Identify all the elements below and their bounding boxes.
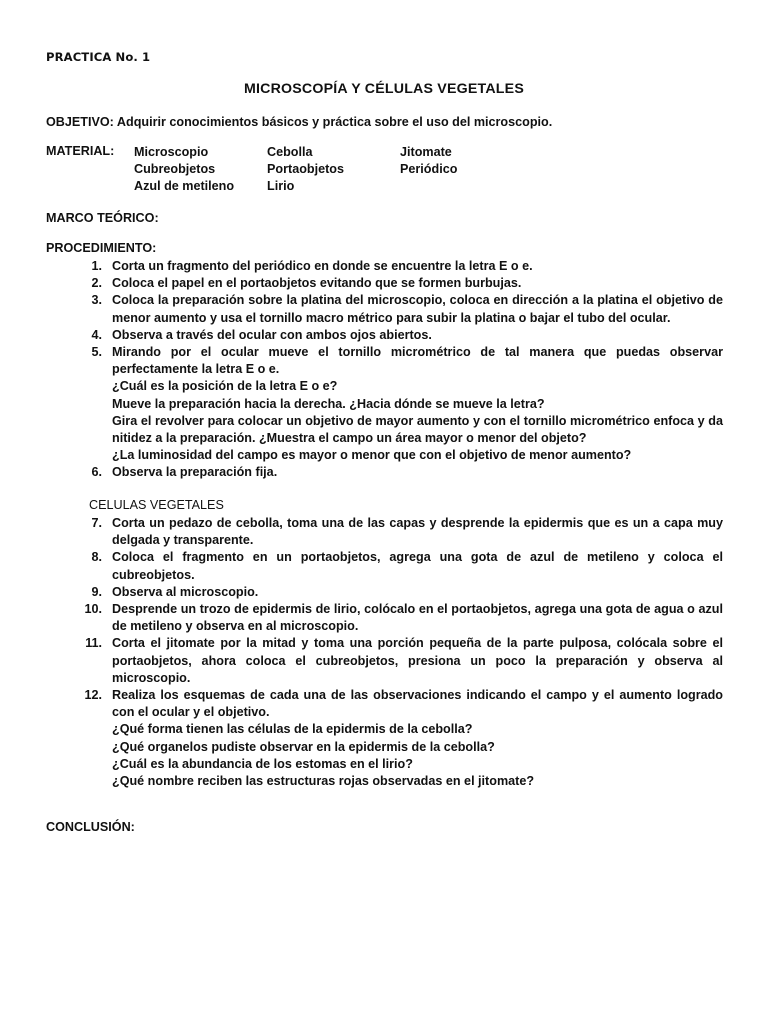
- step-text: Coloca el papel en el portaobjetos evitando que se formen burbujas.: [112, 276, 522, 291]
- step-question: ¿Qué forma tienen las células de la epidermis de la cebolla?: [112, 722, 473, 737]
- step-text: Coloca la preparación sobre la platina del microscopio, coloca en dirección a la platina el objetivo de menor aumento y usa el tornillo macro métrico para subir la platina o bajar el tubo del ocular.: [112, 293, 723, 325]
- step-text: Observa a través del ocular con ambos ojos abiertos.: [112, 327, 432, 342]
- step-number: 11.: [85, 636, 102, 651]
- step-text: Realiza los esquemas de cada una de las observaciones indicando el campo y el aumento logrado con el ocular y el objetivo.: [112, 688, 723, 720]
- material-item: Periódico: [400, 162, 458, 177]
- step-number: 9.: [91, 584, 102, 599]
- list-item: [80, 258, 723, 275]
- step-question: ¿Cuál es la posición de la letra E o e?: [112, 379, 338, 394]
- material-item: Lirio: [267, 179, 295, 194]
- material-item: Azul de metileno: [134, 179, 235, 194]
- step-number: 10.: [84, 602, 102, 617]
- list-item: [80, 601, 723, 635]
- step-text: Corta un pedazo de cebolla, toma una de las capas y desprende la epidermis que es un a capa muy delgada y transparente.: [112, 516, 723, 548]
- material-item: Cebolla: [267, 145, 313, 159]
- heading-marco-teorico: MARCO TEÓRICO:: [46, 211, 159, 225]
- materials-column-3: [400, 144, 457, 178]
- step-number: 1.: [91, 259, 102, 273]
- list-item: [80, 275, 723, 292]
- step-question: ¿Qué nombre reciben las estructuras rojas observadas en el jitomate?: [112, 774, 535, 789]
- heading-procedimiento: PROCEDIMIENTO:: [46, 241, 157, 255]
- list-item: [80, 464, 723, 481]
- list-item: [80, 292, 723, 326]
- materials-section: [46, 144, 666, 198]
- practice-label: PRACTICA No. 1: [46, 50, 151, 64]
- materials-column-2: [267, 144, 344, 196]
- step-question: ¿La luminosidad del campo es mayor o menor que con el objetivo de menor aumento?: [112, 448, 632, 463]
- objective-text: OBJETIVO: Adquirir conocimientos básicos y práctica sobre el uso del microscopio.: [46, 115, 553, 129]
- heading-celulas-vegetales: CELULAS VEGETALES: [89, 498, 224, 512]
- step-text: Observa la preparación fija.: [112, 465, 278, 480]
- list-item: [80, 635, 723, 687]
- procedure-list: [80, 258, 723, 482]
- cell-steps-list: [80, 515, 723, 790]
- list-item: [80, 515, 723, 549]
- list-item: [80, 687, 723, 790]
- list-item: [80, 584, 723, 601]
- step-question: Gira el revolver para colocar un objetivo de mayor aumento y con el tornillo micrométrico enfoca y da nitidez a la preparación. ¿Muestra el campo un área mayor o menor del objeto?: [112, 413, 723, 446]
- step-number: 4.: [91, 327, 102, 342]
- material-item: Cubreobjetos: [134, 162, 216, 177]
- step-question: ¿Qué organelos pudiste observar en la epidermis de la cebolla?: [112, 739, 495, 754]
- step-text: Corta un fragmento del periódico en donde se encuentre la letra E o e.: [112, 259, 533, 273]
- materials-column-1: [134, 144, 234, 196]
- step-text: Corta el jitomate por la mitad y toma una porción pequeña de la parte pulposa, colócala sobre el portaobjetos, ahora coloca el cubreobjetos, presiona un poco la preparación y observa al microscopio.: [112, 636, 723, 685]
- document-title: MICROSCOPÍA Y CÉLULAS VEGETALES: [243, 81, 524, 97]
- material-item: Microscopio: [134, 145, 209, 159]
- step-number: 8.: [91, 550, 102, 565]
- material-item: Portaobjetos: [267, 162, 344, 177]
- step-number: 3.: [91, 293, 102, 308]
- materials-label: MATERIAL:: [46, 144, 115, 158]
- step-text: Coloca el fragmento en un portaobjetos, agrega una gota de azul de metileno y coloca el cubreobjetos.: [112, 550, 723, 582]
- step-number: 7.: [91, 516, 102, 530]
- step-number: 6.: [91, 465, 102, 480]
- step-number: 2.: [91, 276, 102, 291]
- material-item: Jitomate: [400, 145, 452, 159]
- heading-conclusion: CONCLUSIÓN:: [46, 820, 135, 834]
- list-item: [80, 344, 723, 464]
- step-number: 5.: [91, 345, 102, 360]
- step-number: 12.: [84, 688, 102, 703]
- list-item: [80, 327, 723, 344]
- step-text: Mirando por el ocular mueve el tornillo micrométrico de tal manera que puedas observar perfectamente la letra E o e.: [112, 345, 723, 377]
- list-item: [80, 549, 723, 583]
- step-question: ¿Cuál es la abundancia de los estomas en el lirio?: [112, 756, 413, 771]
- step-question: Mueve la preparación hacia la derecha. ¿Hacia dónde se mueve la letra?: [112, 396, 545, 411]
- step-text: Desprende un trozo de epidermis de lirio, colócalo en el portaobjetos, agrega una gota de agua o azul de metileno y observa en al microscopio.: [112, 602, 723, 634]
- step-text: Observa al microscopio.: [112, 584, 259, 599]
